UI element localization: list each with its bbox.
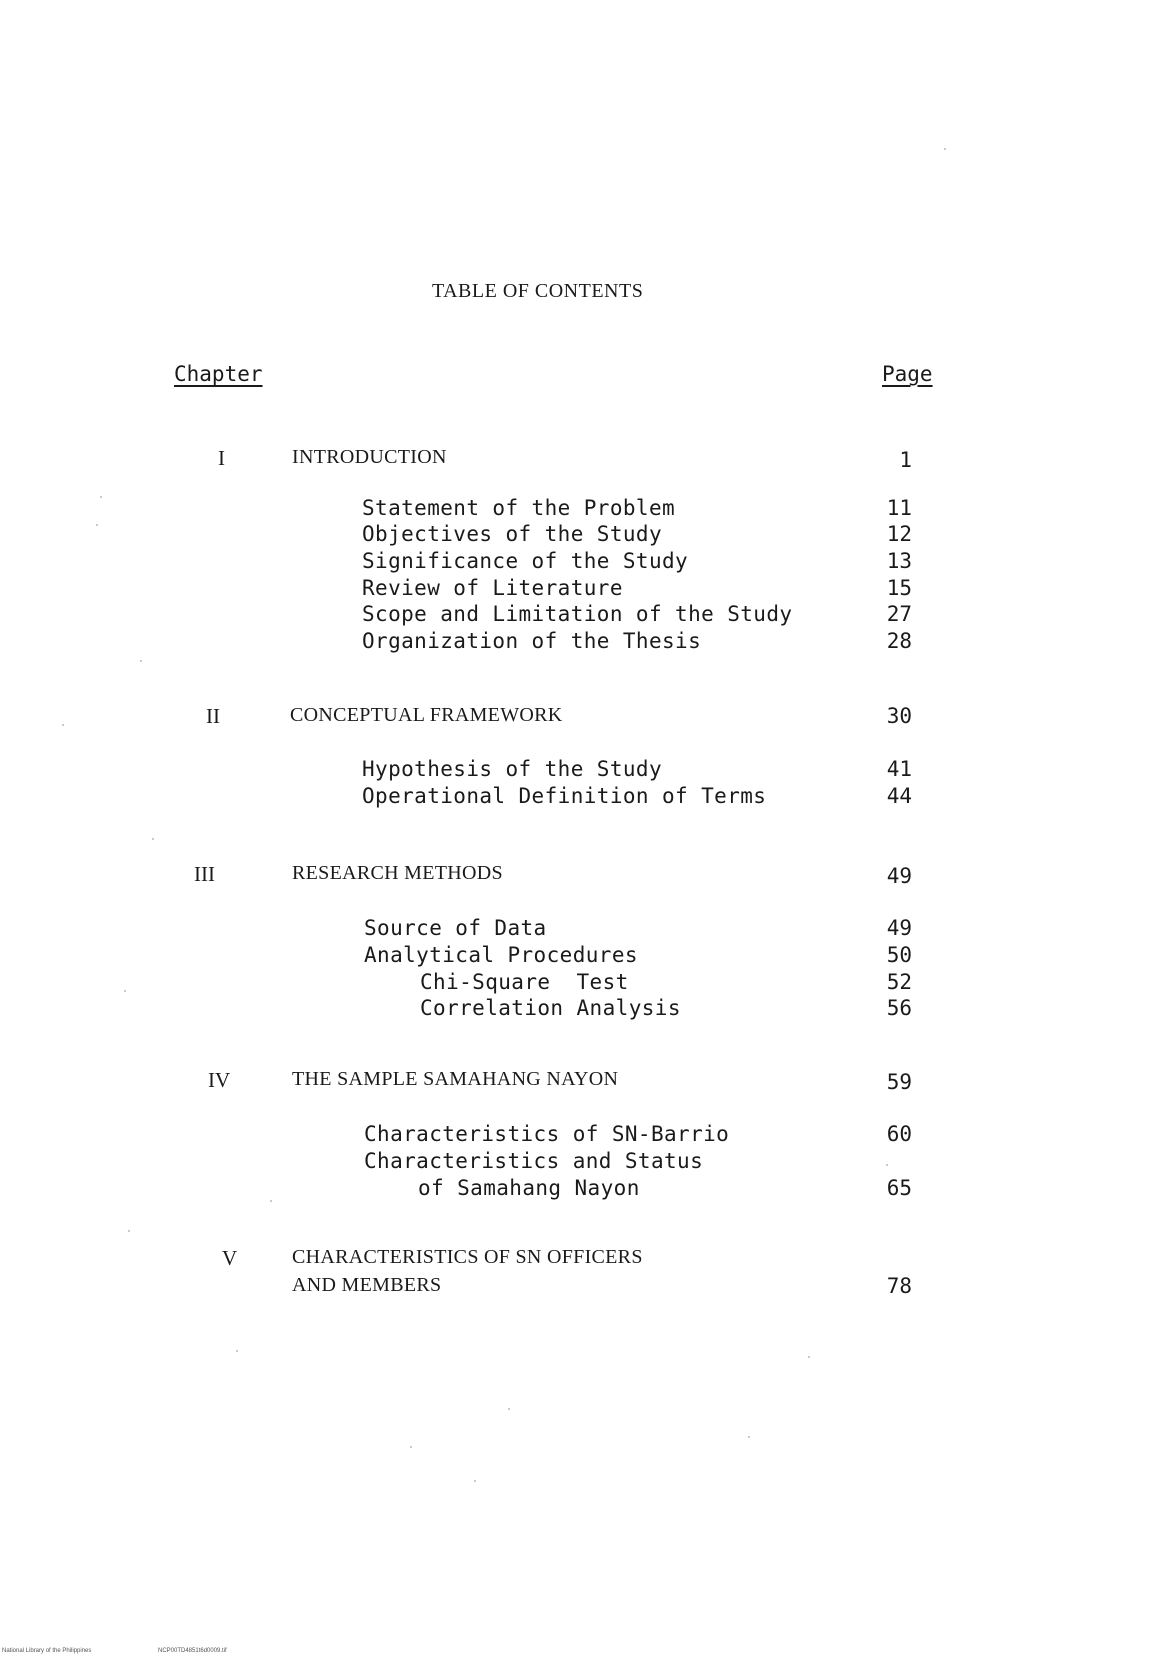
chapter-page-number: 1	[899, 448, 912, 472]
section-page-number: 56	[886, 996, 912, 1020]
page-title: TABLE OF CONTENTS	[432, 280, 644, 302]
chapter-page-number: 30	[886, 704, 912, 728]
subsection-title: Chi-Square Test	[420, 970, 629, 994]
chapter-title: CONCEPTUAL FRAMEWORK	[290, 704, 563, 726]
section-page-number: 41	[886, 757, 912, 781]
page-column-header: Page	[882, 362, 933, 386]
section-page-number: 50	[886, 943, 912, 967]
chapter-title: THE SAMPLE SAMAHANG NAYON	[292, 1068, 619, 1090]
scan-speck	[410, 1446, 412, 1448]
chapter-title-continuation: AND MEMBERS	[292, 1274, 442, 1296]
section-title-continuation: of Samahang Nayon	[418, 1176, 640, 1200]
section-page-number: 44	[886, 784, 912, 808]
scan-speck	[62, 724, 64, 726]
subsection-title: Correlation Analysis	[420, 996, 681, 1020]
chapter-title: INTRODUCTION	[292, 446, 447, 468]
scan-speck	[474, 1480, 476, 1482]
section-title: Scope and Limitation of the Study	[362, 602, 793, 626]
section-title: Organization of the Thesis	[362, 629, 702, 653]
scan-speck	[124, 990, 126, 992]
chapter-numeral: II	[206, 704, 220, 728]
section-title: Characteristics and Status	[364, 1149, 704, 1173]
section-title: Analytical Procedures	[364, 943, 638, 967]
footer-filename: NCP00TD4851t6d0009.tif	[158, 1648, 227, 1654]
section-page-number: 11	[886, 496, 912, 520]
section-page-number: 52	[886, 970, 912, 994]
chapter-page-number: 49	[886, 864, 912, 888]
chapter-page-number: 59	[886, 1070, 912, 1094]
section-title: Operational Definition of Terms	[362, 784, 767, 808]
scan-speck	[748, 1436, 750, 1438]
section-page-number: 15	[886, 576, 912, 600]
section-title: Statement of the Problem	[362, 496, 676, 520]
scan-speck	[236, 1350, 238, 1352]
scan-speck	[886, 1164, 888, 1166]
section-page-number: 13	[886, 549, 912, 573]
section-page-number: 60	[886, 1122, 912, 1146]
section-title: Review of Literature	[362, 576, 623, 600]
scan-speck	[270, 1200, 272, 1202]
scan-speck	[128, 1230, 130, 1232]
chapter-column-header: Chapter	[174, 362, 263, 386]
scan-speck	[96, 524, 98, 526]
scan-speck	[100, 496, 102, 498]
section-page-number: 28	[886, 629, 912, 653]
scan-speck	[140, 660, 142, 662]
section-title: Characteristics of SN-Barrio	[364, 1122, 730, 1146]
scan-speck	[944, 148, 946, 150]
section-title: Hypothesis of the Study	[362, 757, 662, 781]
footer-library: National Library of the Philippines	[2, 1648, 92, 1654]
section-page-number: 12	[886, 522, 912, 546]
section-title: Objectives of the Study	[362, 522, 662, 546]
section-title: Source of Data	[364, 916, 547, 940]
scan-speck	[808, 1356, 810, 1358]
section-page-number: 65	[886, 1176, 912, 1200]
chapter-title: CHARACTERISTICS OF SN OFFICERS	[292, 1246, 643, 1268]
chapter-page-number: 78	[886, 1274, 912, 1298]
chapter-title: RESEARCH METHODS	[292, 862, 503, 884]
section-page-number: 27	[886, 602, 912, 626]
chapter-numeral: I	[218, 446, 225, 470]
chapter-numeral: IV	[208, 1068, 231, 1092]
scan-speck	[508, 1408, 510, 1410]
section-title: Significance of the Study	[362, 549, 689, 573]
section-page-number: 49	[886, 916, 912, 940]
scan-speck	[152, 838, 154, 840]
chapter-numeral: V	[222, 1246, 238, 1270]
chapter-numeral: III	[194, 862, 215, 886]
